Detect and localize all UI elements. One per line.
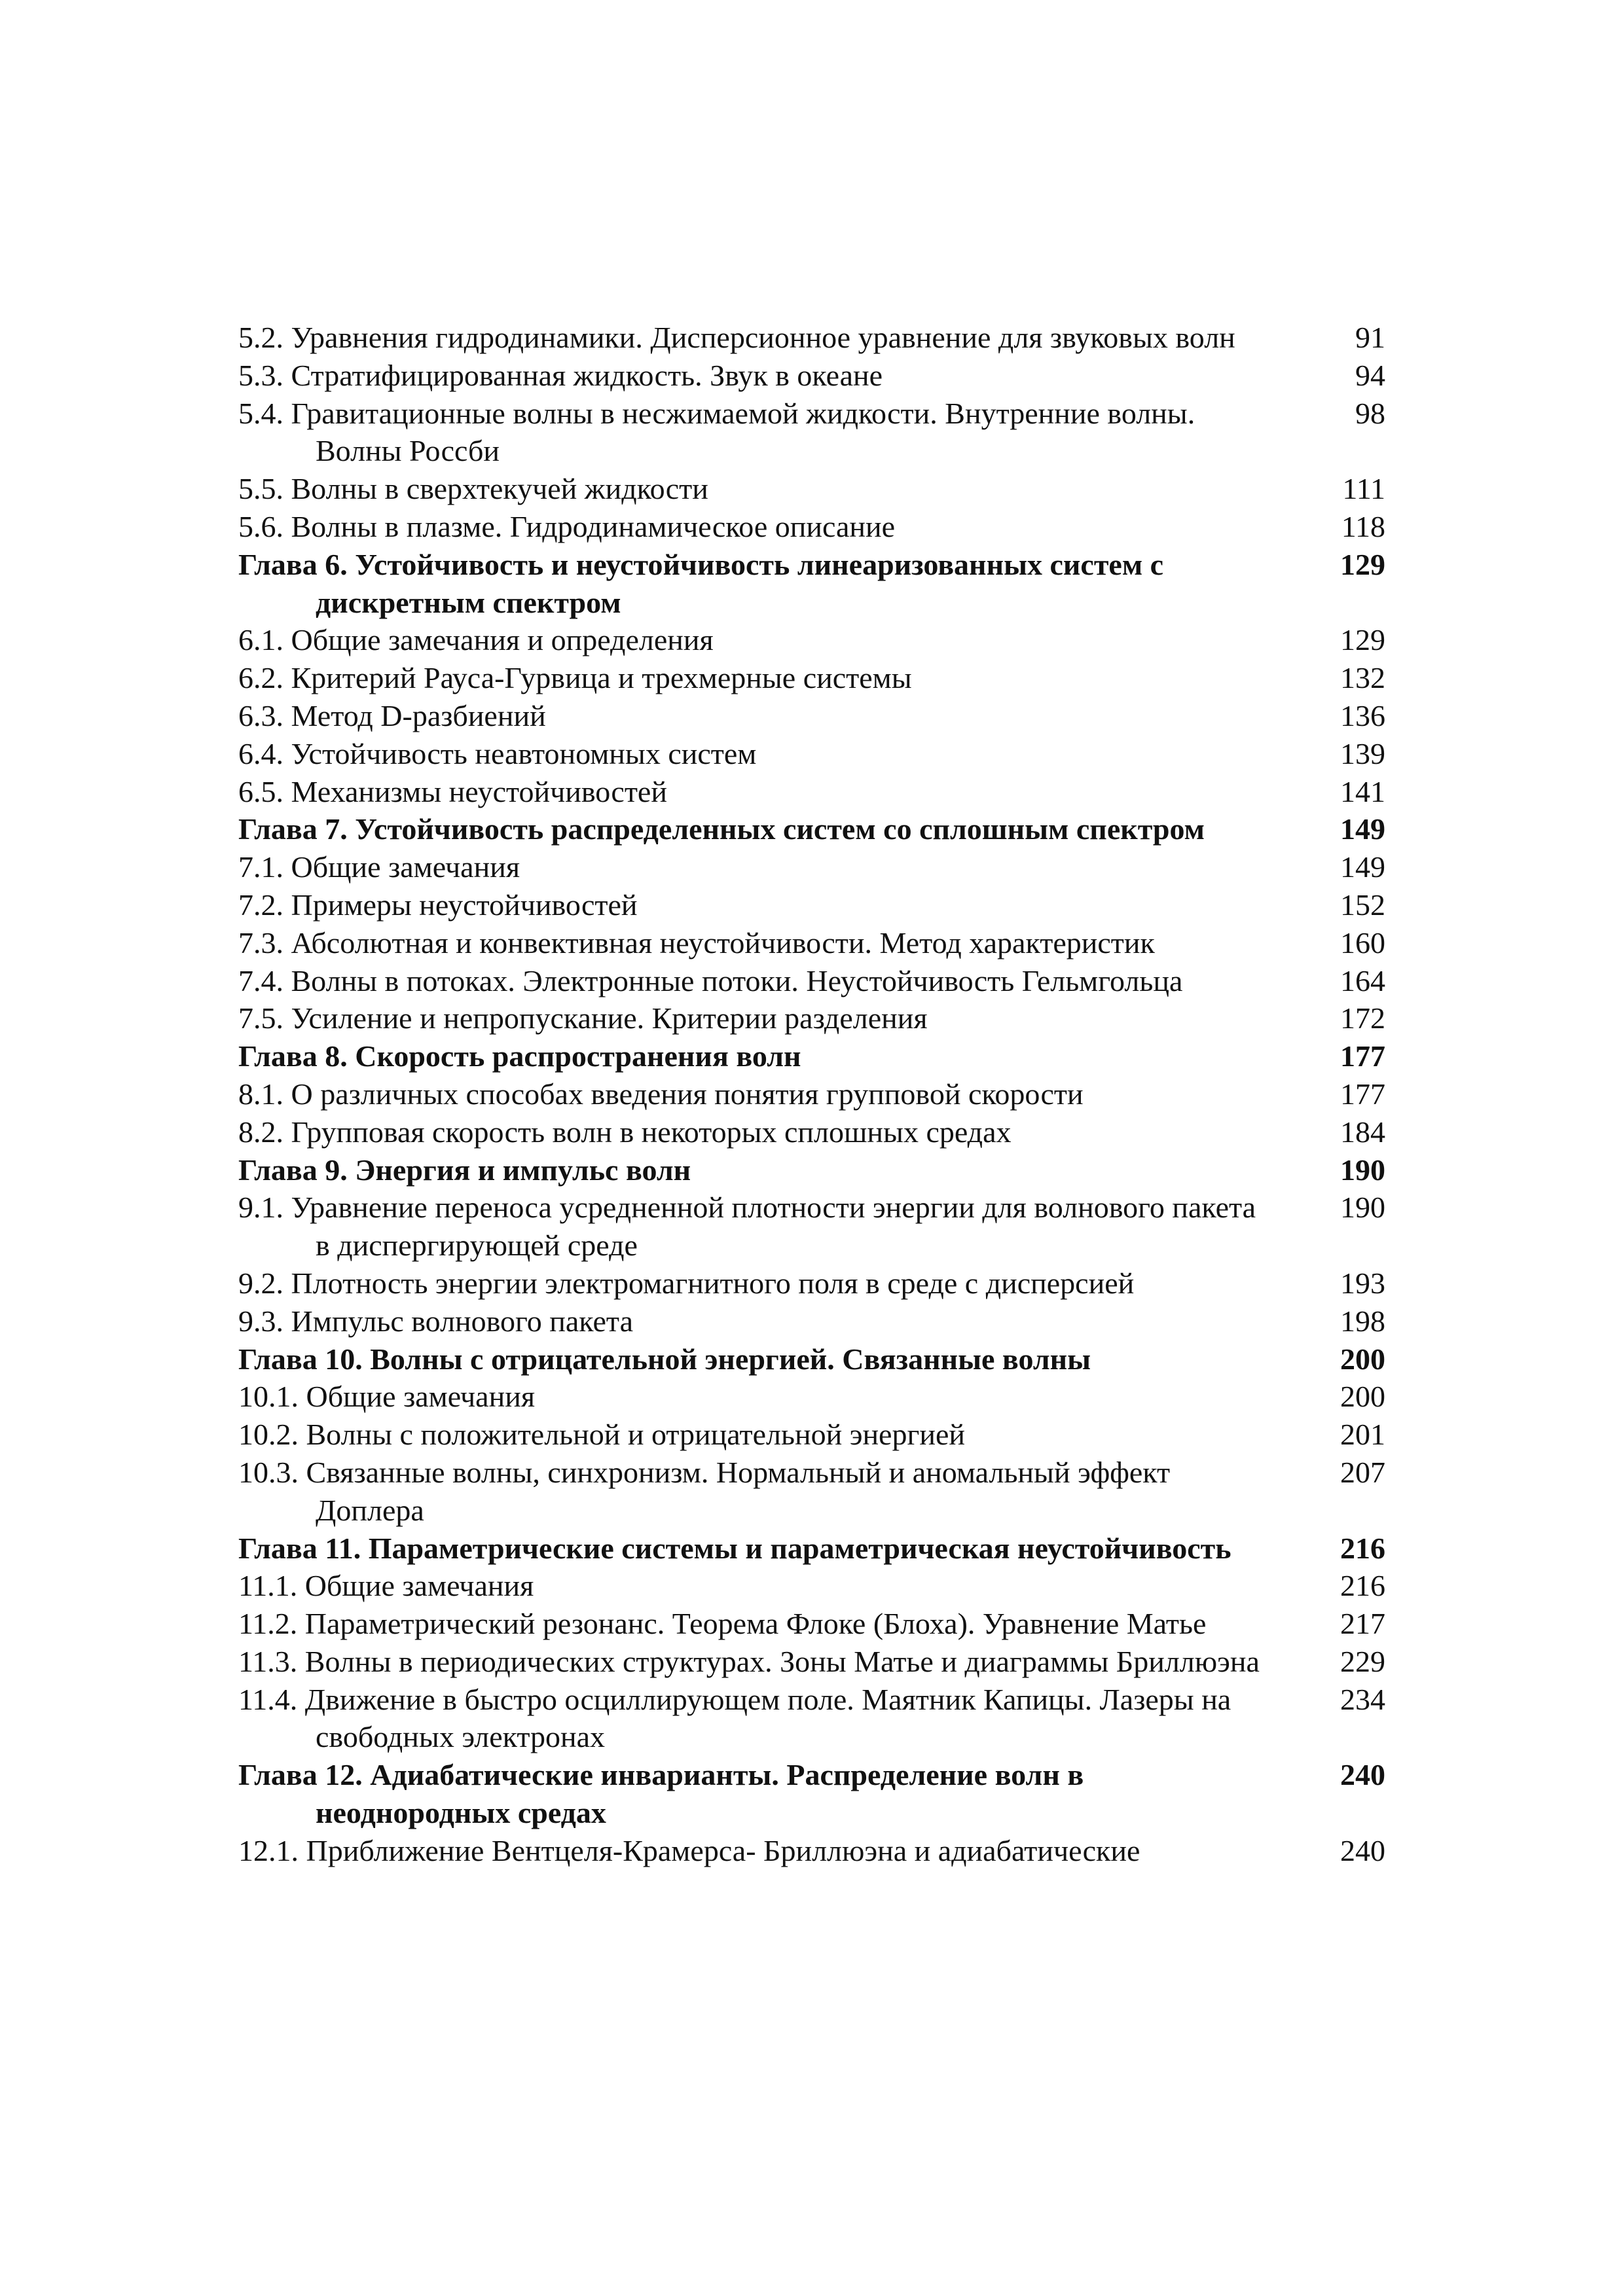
toc-entry-title: 5.4. Гравитационные волны в несжимаемой жидкости. Внутренние волны. Волны Россби [238,396,1195,468]
toc-chapter-heading [238,1530,1391,1568]
toc-entry-page: 200 [1340,1342,1385,1376]
toc-entry [238,1113,1391,1151]
toc-entry [238,1567,1391,1605]
toc-entry-title: 9.1. Уравнение переноса усредненной плотности энергии для волнового пакета в диспергирующей среде [238,1191,1256,1263]
toc-entry-page: 177 [1340,1039,1385,1073]
toc-entry [238,1605,1391,1643]
toc-entry-title: Глава 10. Волны с отрицательной энергией. Связанные волны [238,1342,1091,1376]
toc-entry-title: 11.1. Общие замечания [238,1569,534,1603]
toc-entry-page: 94 [1355,358,1385,392]
toc-entry-title: 10.2. Волны с положительной и отрицательной энергией [238,1418,965,1452]
toc-entry-page: 98 [1355,396,1385,430]
toc-entry-page: 234 [1340,1682,1385,1716]
toc-entry-title: 7.5. Усиление и непропускание. Критерии разделения [238,1001,928,1035]
toc-entry [238,697,1391,735]
toc-entry-page: 200 [1340,1380,1385,1414]
toc-entry-page: 207 [1340,1455,1385,1489]
toc-entry [238,508,1391,546]
toc-entry [238,395,1391,471]
toc-entry-page: 118 [1341,509,1385,543]
toc-entry-title: Глава 6. Устойчивость и неустойчивость линеаризованных систем с дискретным спектром [238,547,1164,619]
toc-entry-page: 152 [1340,888,1385,922]
table-of-contents [238,319,1391,1870]
toc-entry-title: 6.1. Общие замечания и определения [238,623,714,657]
toc-entry [238,621,1391,659]
toc-entry-title: Глава 9. Энергия и импульс волн [238,1153,691,1187]
toc-entry [238,924,1391,962]
toc-entry [238,1454,1391,1530]
toc-entry [238,848,1391,886]
toc-entry [238,735,1391,773]
toc-entry-title: 5.2. Уравнения гидродинамики. Дисперсионное уравнение для звуковых волн [238,321,1235,354]
toc-entry-title: 6.3. Метод D-разбиений [238,698,546,732]
toc-entry-title: 8.2. Групповая скорость волн в некоторых сплошных средах [238,1115,1012,1149]
toc-entry-page: 129 [1340,547,1385,581]
toc-entry-page: 193 [1340,1266,1385,1300]
toc-entry-title: 6.2. Критерий Рауса-Гурвица и трехмерные системы [238,661,912,695]
toc-entry-title: 5.6. Волны в плазме. Гидродинамическое описание [238,509,896,543]
toc-entry-page: 139 [1340,736,1385,770]
toc-entry-title: 12.1. Приближение Вентцеля-Крамерса- Бриллюэна и адиабатические [238,1833,1140,1867]
toc-entry [238,962,1391,1000]
toc-entry [238,1643,1391,1681]
toc-entry-page: 164 [1340,963,1385,997]
toc-entry-page: 240 [1340,1833,1385,1867]
toc-entry-title: 8.1. О различных способах введения понятия групповой скорости [238,1077,1084,1111]
toc-chapter-heading [238,1340,1391,1378]
toc-entry-page: 129 [1340,623,1385,657]
toc-entry [238,319,1391,357]
toc-entry-page: 136 [1340,698,1385,732]
toc-entry [238,999,1391,1037]
toc-entry [238,1189,1391,1265]
toc-entry-page: 160 [1340,925,1385,960]
toc-entry-page: 190 [1340,1153,1385,1187]
toc-entry [238,1681,1391,1757]
toc-entry [238,1302,1391,1340]
toc-entry-title: Глава 12. Адиабатические инварианты. Распределение волн в неоднородных средах [238,1758,1084,1830]
toc-entry-title: 7.2. Примеры неустойчивостей [238,888,638,922]
toc-entry [238,470,1391,508]
toc-entry-page: 217 [1340,1607,1385,1641]
toc-entry-page: 198 [1340,1304,1385,1338]
toc-entry-title: 7.3. Абсолютная и конвективная неустойчивости. Метод характеристик [238,925,1155,960]
toc-entry-page: 172 [1340,1001,1385,1035]
toc-chapter-heading [238,546,1391,622]
toc-entry-page: 240 [1340,1758,1385,1792]
toc-entry [238,1378,1391,1416]
toc-entry-title: 6.5. Механизмы неустойчивостей [238,774,667,808]
toc-entry [238,1416,1391,1454]
toc-entry-page: 149 [1340,812,1385,846]
toc-entry-title: 10.1. Общие замечания [238,1380,535,1414]
toc-entry-title: 7.4. Волны в потоках. Электронные потоки. Неустойчивость Гельмгольца [238,963,1183,997]
toc-entry-title: 11.4. Движение в быстро осциллирующем поле. Маятник Капицы. Лазеры на свободных электронах [238,1682,1231,1754]
toc-entry-title: 11.2. Параметрический резонанс. Теорема Флоке (Блоха). Уравнение Матье [238,1607,1207,1641]
toc-entry [238,659,1391,697]
toc-entry-title: 11.3. Волны в периодических структурах. Зоны Матье и диаграммы Бриллюэна [238,1644,1260,1678]
toc-chapter-heading [238,1756,1391,1832]
toc-chapter-heading [238,810,1391,848]
toc-entry [238,1832,1391,1870]
toc-entry-page: 141 [1340,774,1385,808]
toc-entry [238,1075,1391,1113]
toc-entry-page: 149 [1340,850,1385,884]
toc-chapter-heading [238,1037,1391,1075]
toc-entry-title: 10.3. Связанные волны, синхронизм. Нормальный и аномальный эффект Доплера [238,1455,1171,1527]
toc-entry [238,357,1391,395]
toc-entry-page: 190 [1340,1191,1385,1225]
toc-entry-page: 184 [1340,1115,1385,1149]
toc-entry-title: 6.4. Устойчивость неавтономных систем [238,736,757,770]
toc-entry-title: 5.5. Волны в сверхтекучей жидкости [238,472,708,506]
toc-entry-page: 177 [1340,1077,1385,1111]
toc-entry-page: 216 [1340,1531,1385,1565]
toc-entry-title: Глава 8. Скорость распространения волн [238,1039,801,1073]
toc-entry [238,773,1391,811]
toc-entry-page: 216 [1340,1569,1385,1603]
toc-chapter-heading [238,1151,1391,1189]
toc-entry-page: 229 [1340,1644,1385,1678]
toc-entry-page: 132 [1340,661,1385,695]
toc-entry-title: Глава 7. Устойчивость распределенных систем со сплошным спектром [238,812,1205,846]
toc-entry-page: 111 [1342,472,1385,506]
toc-entry-title: 5.3. Стратифицированная жидкость. Звук в океане [238,358,883,392]
toc-entry-page: 201 [1340,1418,1385,1452]
toc-entry-page: 91 [1355,321,1385,354]
toc-entry [238,886,1391,924]
toc-entry-title: 9.3. Импульс волнового пакета [238,1304,634,1338]
toc-entry-title: 9.2. Плотность энергии электромагнитного поля в среде с дисперсией [238,1266,1135,1300]
toc-entry-title: 7.1. Общие замечания [238,850,520,884]
toc-entry-title: Глава 11. Параметрические системы и параметрическая неустойчивость [238,1531,1231,1565]
toc-entry [238,1265,1391,1302]
